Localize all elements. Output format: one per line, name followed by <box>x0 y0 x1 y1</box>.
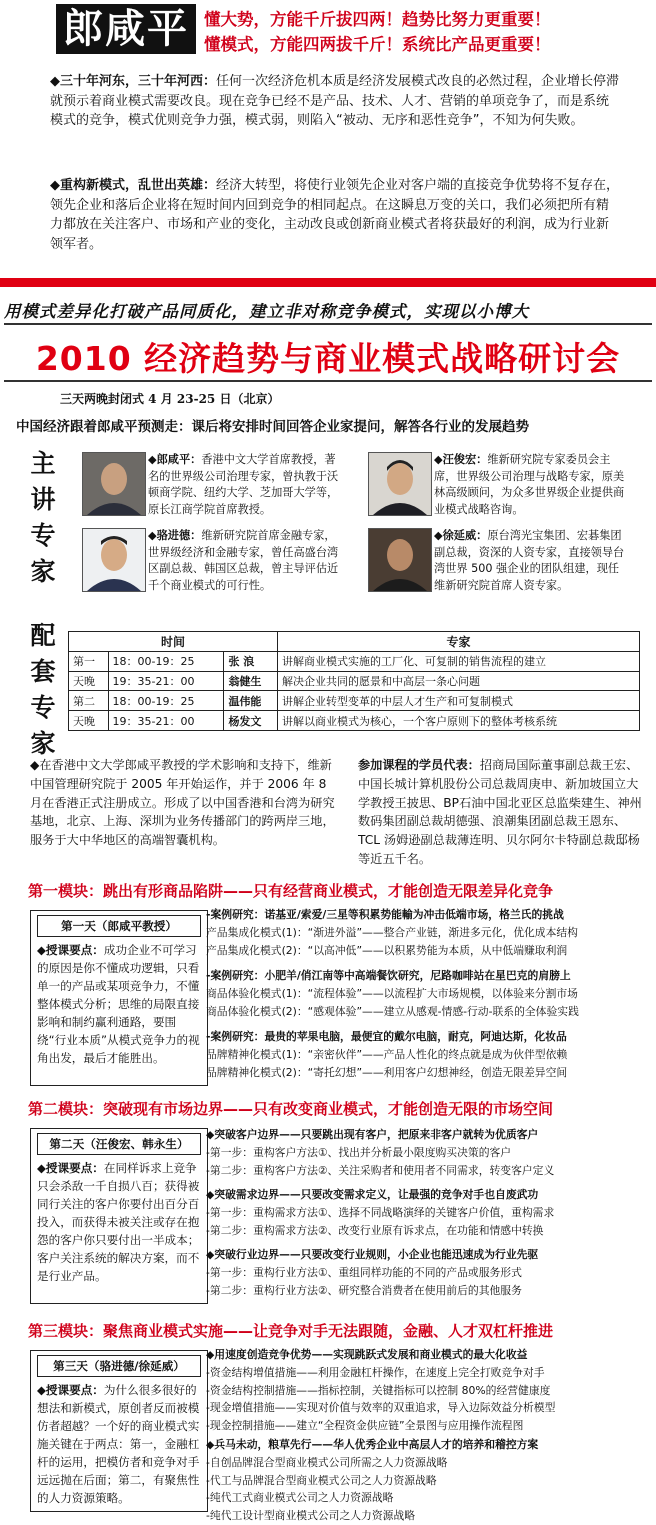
speaker-photo-luo <box>82 528 146 592</box>
intro-p2-body: 经济大转型，将使行业领先企业对客户端的直接竞争优势将不复存在，领先企业和落后企业将在短时间内回到竞争的相同起点。在这瞬息万变的关口，我们必须把所有精力都放在关注客户、市场和产业的变化，主动改良或创新商业模式者将获最好的利润，成为行业新领军者。 <box>50 178 620 252</box>
module-key-text: 成功企业不可学习的原因是你不懂成功逻辑，只看单一的产品或某项竞争力，不懂整体模式分析；思维的局限直接影响和制约赢利通路，要围绕“行业本质”从模式竞争力的视角出发，最后才能胜出。 <box>37 943 200 1065</box>
module-key-label: ◆授课要点： <box>37 1161 104 1175</box>
intro-paragraph-1 <box>50 72 620 131</box>
speaker-name: ◆骆进德： <box>148 529 202 542</box>
speaker-name: ◆徐延威： <box>434 529 488 542</box>
participants-label: 参加课程的学员代表： <box>358 758 480 772</box>
speaker-bio: 香港中文大学首席教授，著名的世界级公司治理专家，曾执教于沃顿商学院、纽约大学、芝加哥大学等，原长江商学院首席教授。 <box>148 453 339 516</box>
module-key-text: 在同样诉求上竞争只会杀敌一千自损八百；获得被同行关注的客户你要付出百分百投入，而获得未被关注或存在抱怨的客户你只要付出一半成本；客户关注系统的解决方案，而不是行业产品。 <box>37 1161 200 1283</box>
schedule-line: 三天两晚封闭式 4 月 23-25 日（北京） <box>60 392 280 406</box>
module-2-day-head: 第二天（汪俊宏、韩永生） <box>37 1133 201 1155</box>
banner-rule-bottom <box>4 380 652 382</box>
module-1-group-3: -案例研究：最贵的苹果电脑，最便宜的戴尔电脑，耐克，阿迪达斯，化妆品 品牌精神化模式(1)：“亲密伙伴”——产品人性化的终点就是成为伙伴型依赖 品牌精神化模式(2)：“寄托幻想”——利用客户幻想神经，创造无限差异空间 <box>206 1030 568 1079</box>
module-3-day-head: 第三天（骆进德/徐延威） <box>37 1355 201 1377</box>
module-2-day-box <box>30 1128 208 1304</box>
intro-paragraph-2 <box>50 176 620 254</box>
speaker-photo-wang <box>368 452 432 516</box>
table-row: 天晚 19：35-21：00 翁健生 解决企业共同的愿景和中高层一条心问题 <box>69 671 640 691</box>
module-2-group-1: ◆突破客户边界——只要跳出现有客户，把原来非客户就转为优质客户 -第一步：重构客户方法①、找出并分析最小限度购买决策的客户 -第二步：重构客户方法②、关注采购者和使用者不同需求，转变客户定义 <box>206 1128 555 1177</box>
participants-text: 招商局国际董事副总裁王宏、中国长城计算机股份公司总裁周庚申、新加坡国立大学教授王披思、BP石油中国北亚区总监柴建生、神州数码集团副总裁胡德强、浪潮集团副总裁王恩东、TCL 汤姆逊副总裁薄连明、贝尔阿尔卡特副总裁邸杨等近五千名。 <box>358 758 642 866</box>
speaker-photo-xu <box>368 528 432 592</box>
module-key-label: ◆授课要点： <box>37 943 104 957</box>
module-key-label: ◆授课要点： <box>37 1383 104 1397</box>
speakers-section-label: 主 讲 专 家 <box>30 449 56 586</box>
module-3-title: 第三模块：聚焦商业模式实施——让竞争对手无法跟随，金融、人才双杠杆推进 <box>28 1322 554 1340</box>
speaker-lang <box>148 452 340 519</box>
speaker-xu <box>434 528 626 595</box>
banner-tagline: 用模式差异化打破产品同质化，建立非对称竞争模式，实现以小博大 <box>4 302 529 321</box>
table-row: 第二 18：00-19：25 温伟能 讲解企业转型变革的中层人才生产和可复制模式 <box>69 691 640 711</box>
intro-p1-body: 任何一次经济危机本质是经济发展模式改良的必然过程，企业增长停滞就预示着商业模式需要改良。现在竞争已经不是产品、技术、人才、营销的单项竞争了，而是系统模式的竞争，模式优则竞争力强，模式弱，则陷入“被动、无序和恶性竞争”，不知为何失败。 <box>50 74 620 129</box>
intro-p2-heading: ◆重构新模式，乱世出英雄： <box>50 178 216 193</box>
module-1-day-head: 第一天（郎咸平教授） <box>37 915 201 937</box>
module-2-title: 第二模块：突破现有市场边界——只有改变商业模式，才能创造无限的市场空间 <box>28 1100 554 1118</box>
speaker-wang <box>434 452 626 519</box>
module-2-group-3: ◆突破行业边界——只要改变行业规则，小企业也能迅速成为行业先驱 -第一步：重构行业方法①、重组同样功能的不同的产品或服务形式 -第二步：重构行业方法②、研究整合消费者在使用前后的其他服务 <box>206 1248 539 1297</box>
institute-description: ◆在香港中文大学郎咸平教授的学术影响和支持下，维新中国管理研究院于 2005 年开始运作，并于 2006 年 8 月在香港正式注册成立。形成了以中国香港和台湾为研究基地，北京、上海、深圳为业务传播部门的跨两岸三地，服务于大中华地区的高端智囊机构。 <box>30 758 335 848</box>
banner-rule-top <box>4 323 652 325</box>
module-3-day-box <box>30 1350 208 1512</box>
table-row: 天晚 19：35-21：00 杨发文 讲解以商业模式为核心，一个客户原则下的整体考核系统 <box>69 711 640 731</box>
support-section-label: 配 套 专 家 <box>30 621 56 758</box>
seminar-title: 2010 经济趋势与商业模式战略研讨会 <box>35 339 621 378</box>
module-3-group-1: ◆用速度创造竞争优势——实现跳跃式发展和商业模式的最大化收益 -资金结构增值措施——利用金融杠杆操作，在速度上完全打败竞争对手 -资金结构控制措施——指标控制，关键指标可以控制 80%的经营健康度 -现金增值措施——实现对价值与效率的双重追求，导入边际效益分析模型 -现金控制措施——建立“全程资金供应链”全景图与应用操作流程图 <box>206 1348 556 1433</box>
speaker-luo <box>148 528 340 595</box>
intro-p1-heading: ◆三十年河东，三十年河西： <box>50 74 216 89</box>
table-row: 第一 18：00-19：25 张 浪 讲解商业模式实施的工厂化、可复制的销售流程的建立 <box>69 651 640 671</box>
col-header-time: 时间 <box>69 632 278 652</box>
support-schedule-table <box>68 631 640 731</box>
header-slogan-2: 懂模式，方能四两拔千斤！系统比产品更重要！ <box>204 35 551 54</box>
module-1-title: 第一模块：跳出有形商品陷阱——只有经营商业模式，才能创造无限差异化竞争 <box>28 882 554 900</box>
speaker-bio: 维新研究院首席金融专家，世界级经济和金融专家，曾任高盛台湾区副总裁、韩国区总裁，曾主导评估近千个商业模式的可行性。 <box>148 529 339 592</box>
module-2-group-2: ◆突破需求边界——只要改变需求定义，让最强的竞争对手也自废武功 -第一步：重构需求方法①、选择不同战略演绎的关键客户价值，重构需求 -第二步：重构需求方法②、改变行业原有诉求点，在功能和情感中转换 <box>206 1188 555 1237</box>
speaker-photo-lang <box>82 452 146 516</box>
forecast-subtitle: 中国经济跟着郎咸平预测走：课后将安排时间回答企业家提问，解答各行业的发展趋势 <box>16 419 529 435</box>
speaker-bio: 原台湾光宝集团、宏碁集团副总裁，资深的人资专家，直接领导台湾世界 500 强企业的团队组建，现任维新研究院首席人资专家。 <box>434 529 625 592</box>
module-1-day-box <box>30 910 208 1086</box>
header-slogan-1: 懂大势，方能千斤拔四两！趋势比努力更重要！ <box>204 10 551 29</box>
red-divider <box>0 278 656 287</box>
participants-block <box>358 756 643 874</box>
module-1-group-1: -案例研究：诺基亚/索爱/三星等积累势能輸为冲击低端市场，格兰氏的挑战 产品集成化模式(1)：“渐进外溢”——整合产业链，渐进多元化，优化成本结构 产品集成化模式(2)：“以高冲低”——以积累势能为本质，从中低端赚取利润 <box>206 908 578 957</box>
module-key-text: 为什么很多很好的想法和新模式，原创者反而被模仿者超越？一个好的商业模式实施关键在于两点：第一，金融杠杆的运用，把模仿者和竞争对手远远抛在后面；第二，有聚焦性的人力资源策略。 <box>37 1383 200 1505</box>
speaker-name: ◆汪俊宏： <box>434 453 488 466</box>
col-header-expert: 专家 <box>277 632 639 652</box>
module-3-group-2: ◆兵马未动，粮草先行——华人优秀企业中高层人才的培养和稽控方案 -自创品牌混合型商业模式公司所需之人力资源战略 -代工与品牌混合型商业模式公司之人力资源战略 -纯代工式商业模式公司之人力资源战略 -纯代工设计型商业模式公司之人力资源战略 <box>206 1438 539 1523</box>
header-name-block: 郎咸平 <box>56 4 196 54</box>
module-1-group-2: -案例研究：小肥羊/俏江南等中高端餐饮研究，尼路咖啡站在星巴克的肩膀上 商品体验化模式(1)：“流程体验”——以流程扩大市场规模，以体验来分割市场 商品体验化模式(2)：“感观体验”——建立从感观-情感-行动-联系的全体验实践 <box>206 969 579 1018</box>
speaker-name: ◆郎咸平： <box>148 453 202 466</box>
speaker-bio: 维新研究院专家委员会主席，世界级公司治理与战略专家，原美林高级顾问，为众多世界级企业提供商业模式战略咨询。 <box>434 453 625 516</box>
